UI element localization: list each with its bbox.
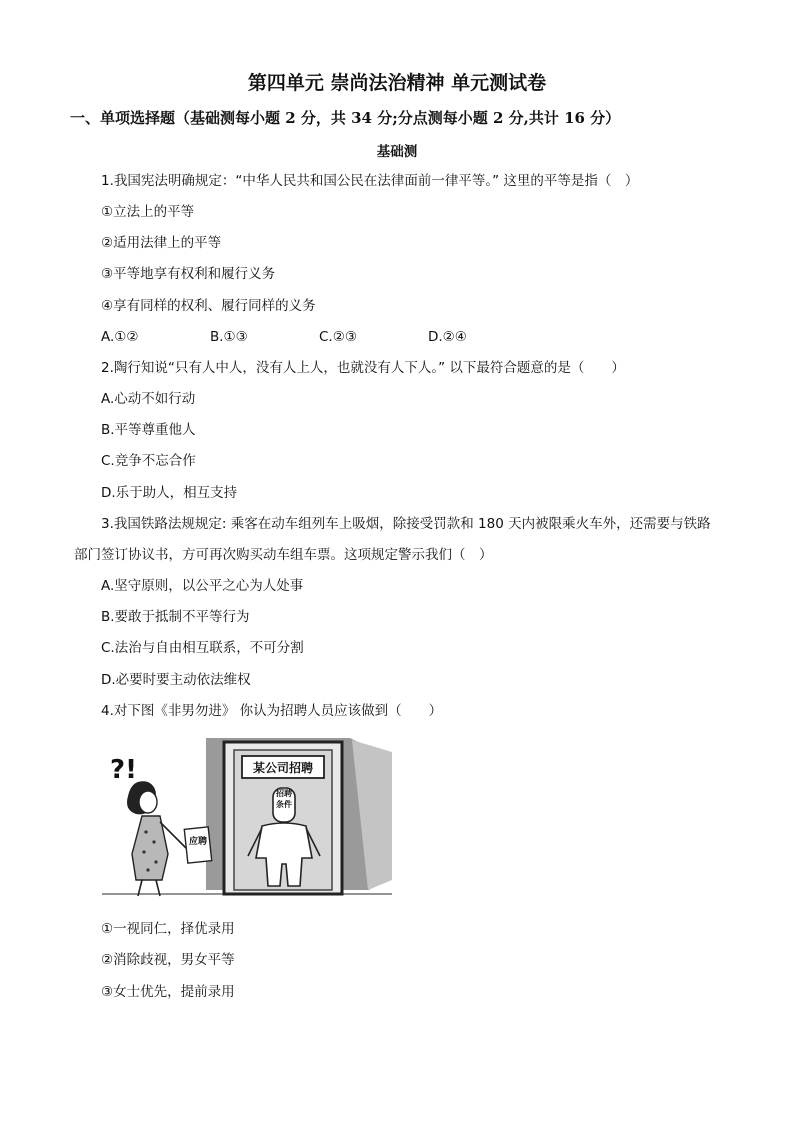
application-paper-text: 应聘 <box>188 837 208 847</box>
choice-d[interactable]: D.②④ <box>428 329 467 345</box>
question-2-option[interactable]: C.竞争不忘合作 <box>101 453 196 469</box>
question-3-stem: 3.我国铁路法规规定: 乘客在动车组列车上吸烟，除接受罚款和 180 天内被限乘火车外，还需要与铁路 <box>101 516 711 532</box>
question-4-item: ①一视同仁，择优录用 <box>101 921 235 937</box>
question-3-option[interactable]: C.法治与自由相互联系，不可分割 <box>101 640 304 656</box>
question-1-item: ③平等地享有权利和履行义务 <box>101 266 276 282</box>
question-4-stem: 4.对下图《非男勿进》 你认为招聘人员应该做到（ ） <box>101 703 443 719</box>
question-2-option[interactable]: D.乐于助人，相互支持 <box>101 485 238 501</box>
head-text-line: 条件 <box>276 800 292 809</box>
choice-a[interactable]: A.①② <box>101 329 139 345</box>
question-exclamation-marks: ?! <box>110 755 137 785</box>
hiring-sign-text: 某公司招聘 <box>252 761 314 775</box>
question-2-option[interactable]: B.平等尊重他人 <box>101 422 196 438</box>
cartoon-figure <box>102 730 392 904</box>
question-1-item: ④享有同样的权利、履行同样的义务 <box>101 298 316 314</box>
subsection-title: 基础测 <box>376 144 418 160</box>
choice-b[interactable]: B.①③ <box>210 329 248 345</box>
question-2-stem: 2.陶行知说“只有人中人，没有人上人，也就没有人下人。” 以下最符合题意的是（ ） <box>101 360 625 376</box>
head-text-line: 招聘 <box>276 789 292 798</box>
question-3-stem-continued: 部门签订协议书，方可再次购买动车组车票。这项规定警示我们（ ） <box>74 547 493 563</box>
question-1-item: ②适用法律上的平等 <box>101 235 222 251</box>
question-1-choices <box>101 327 537 347</box>
choice-c[interactable]: C.②③ <box>319 329 357 345</box>
question-3-option[interactable]: D.必要时要主动依法维权 <box>101 672 251 688</box>
question-2-option[interactable]: A.心动不如行动 <box>101 391 196 407</box>
question-4-item: ③女士优先，提前录用 <box>101 984 235 1000</box>
question-1-stem: 1.我国宪法明确规定：“中华人民共和国公民在法律面前一律平等。” 这里的平等是指（ ） <box>101 173 639 189</box>
question-3-option[interactable]: A.坚守原则，以公平之心为人处事 <box>101 578 304 594</box>
page-title: 第四单元 崇尚法治精神 单元测试卷 <box>247 72 547 94</box>
question-3-option[interactable]: B.要敢于抵制不平等行为 <box>101 609 250 625</box>
section-title: 一、单项选择题（基础测每小题 2 分，共 34 分;分点测每小题 2 分,共计 16 分） <box>70 109 621 127</box>
question-4-item: ②消除歧视，男女平等 <box>101 952 235 968</box>
woman-face <box>139 791 157 813</box>
question-1-item: ①立法上的平等 <box>101 204 195 220</box>
